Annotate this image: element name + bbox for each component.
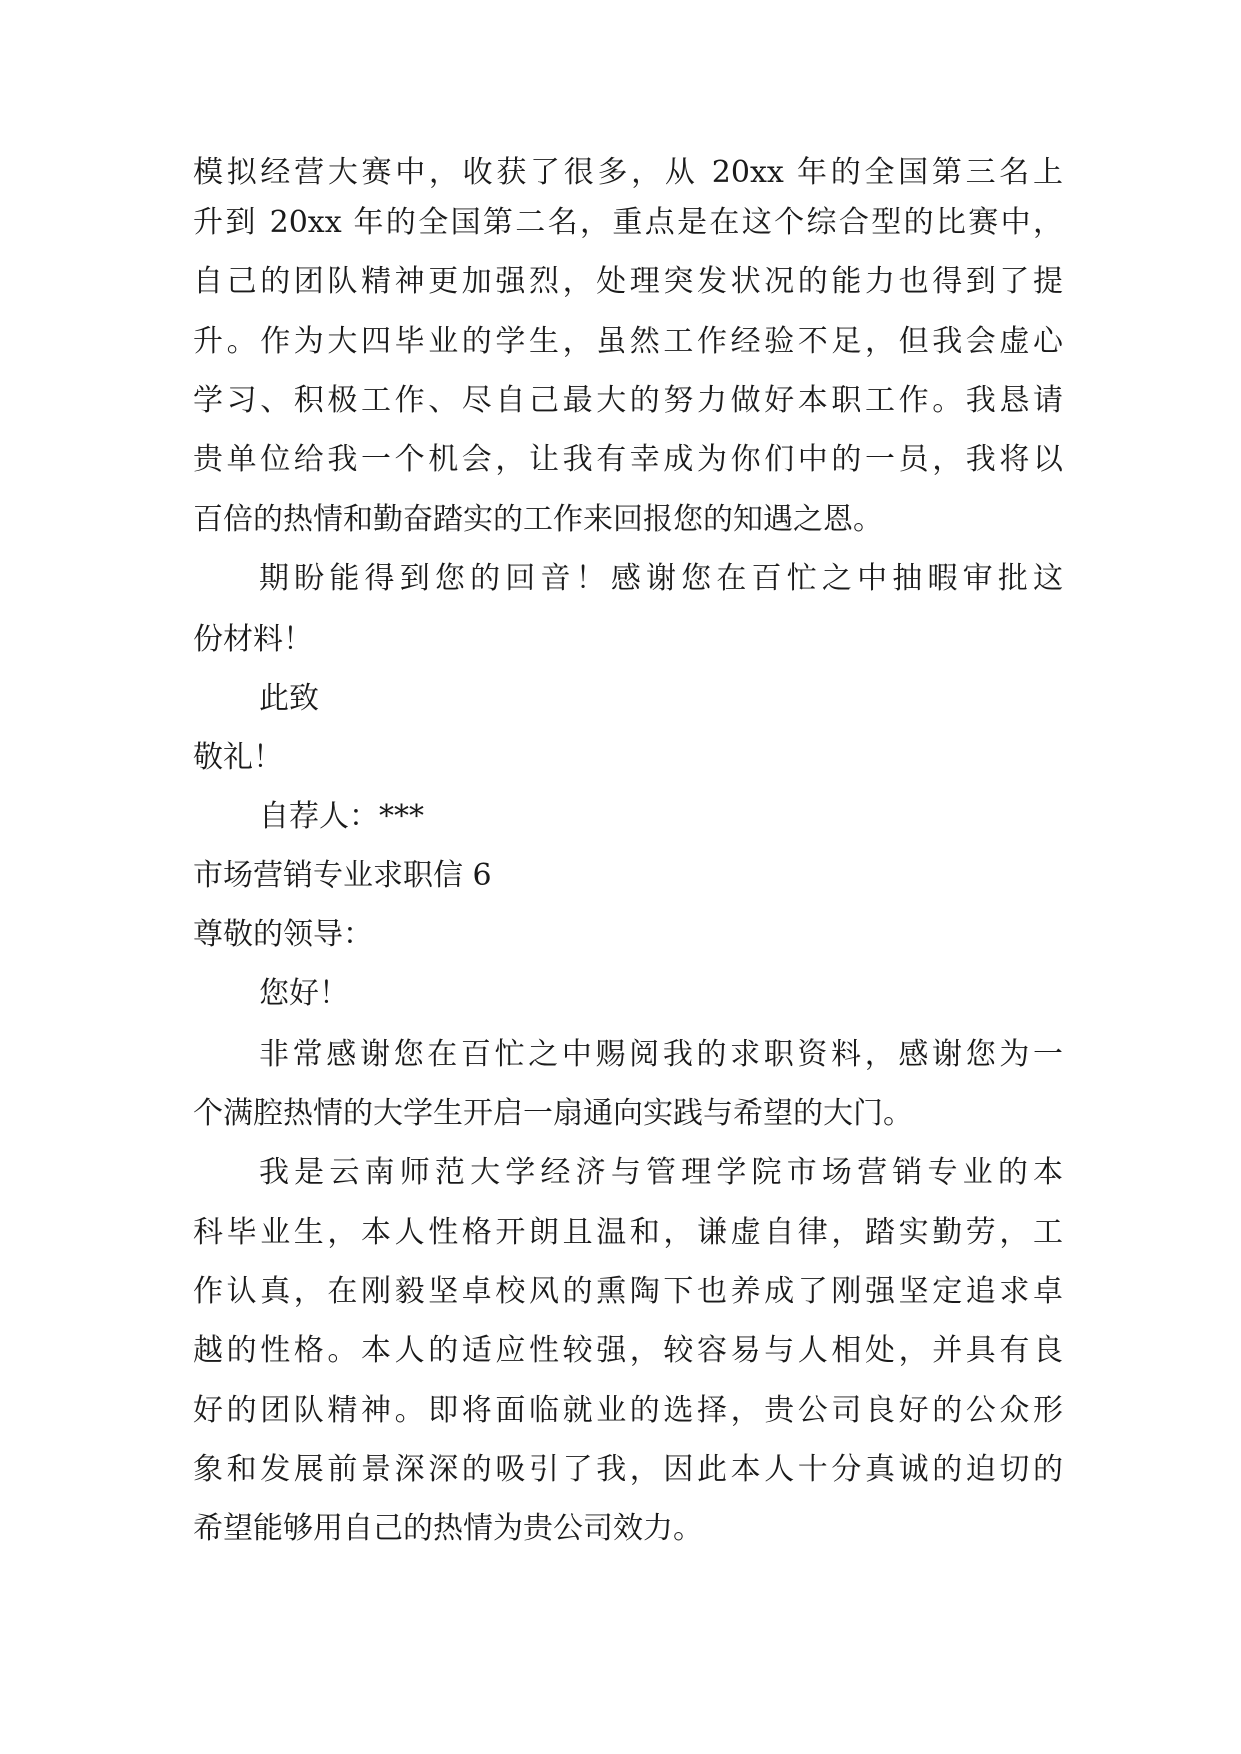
text-line: 非常感谢您在百忙之中赐阅我的求职资料，感谢您为一 xyxy=(259,1037,1063,1072)
text-line: 科毕业生，本人性格开朗且温和，谦虚自律，踏实勤劳，工 xyxy=(193,1215,1063,1250)
signature-line: 自荐人：*** xyxy=(259,799,424,834)
text-line: 学习、积极工作、尽自己最大的努力做好本职工作。我恳请 xyxy=(193,383,1063,418)
text-line: 个满腔热情的大学生开启一扇通向实践与希望的大门。 xyxy=(193,1096,913,1131)
text-line: 好的团队精神。即将面临就业的选择，贵公司良好的公众形 xyxy=(193,1393,1063,1428)
text-line: 越的性格。本人的适应性较强，较容易与人相处，并具有良 xyxy=(193,1333,1063,1368)
text-line: 升。作为大四毕业的学生，虽然工作经验不足，但我会虚心 xyxy=(193,324,1063,359)
text-line: 百倍的热情和勤奋踏实的工作来回报您的知遇之恩。 xyxy=(193,502,883,537)
text-line: 自己的团队精神更加强烈，处理突发状况的能力也得到了提 xyxy=(193,264,1063,299)
text-line: 象和发展前景深深的吸引了我，因此本人十分真诚的迫切的 xyxy=(193,1452,1063,1487)
text-line: 作认真，在刚毅坚卓校风的熏陶下也养成了刚强坚定追求卓 xyxy=(193,1274,1063,1309)
text-line: 期盼能得到您的回音！感谢您在百忙之中抽暇审批这 xyxy=(259,561,1063,596)
salutation-closing: 敬礼！ xyxy=(193,740,283,775)
text-line: 份材料！ xyxy=(193,622,313,657)
text-line: 升到 20xx 年的全国第二名，重点是在这个综合型的比赛中， xyxy=(193,205,1063,240)
greeting: 尊敬的领导： xyxy=(193,917,373,952)
greeting-line: 您好！ xyxy=(259,976,349,1011)
section-title: 市场营销专业求职信 6 xyxy=(193,858,492,893)
text-line: 希望能够用自己的热情为贵公司效力。 xyxy=(193,1511,703,1546)
text-line: 贵单位给我一个机会，让我有幸成为你们中的一员，我将以 xyxy=(193,442,1063,477)
text-line: 模拟经营大赛中，收获了很多，从 20xx 年的全国第三名上 xyxy=(193,155,1063,190)
text-line: 我是云南师范大学经济与管理学院市场营销专业的本 xyxy=(259,1155,1063,1190)
closing-phrase: 此致 xyxy=(259,681,319,716)
